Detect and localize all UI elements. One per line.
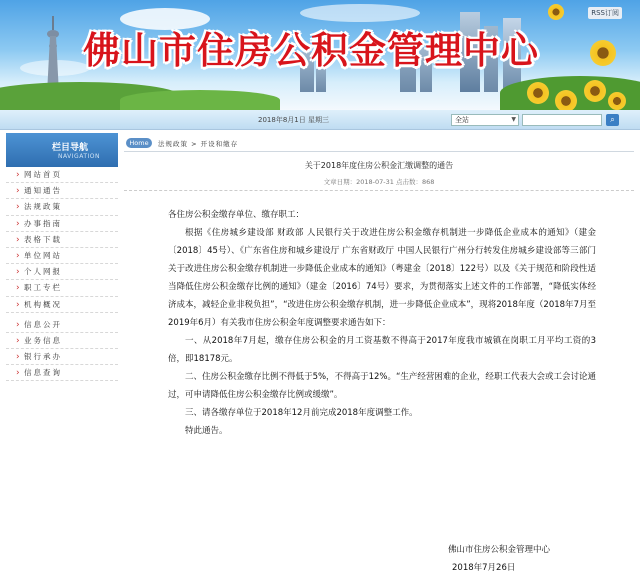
sidebar-item-disclosure[interactable]: › 信息公开	[6, 317, 118, 333]
sidebar-header	[6, 133, 118, 167]
article-sign-date: 2018年7月26日	[452, 563, 516, 573]
search-icon: ⌕	[610, 115, 615, 124]
article-closing: 特此通告。	[185, 426, 228, 436]
sidebar-item-banks[interactable]: › 银行承办	[6, 349, 118, 365]
sidebar-item-staff[interactable]: › 职工专栏	[6, 280, 118, 296]
article-title: 关于2018年度住房公积金汇缴调整的通告	[304, 161, 454, 170]
sunflower-icon	[548, 4, 564, 20]
article	[124, 160, 634, 191]
sidebar-item-business[interactable]: › 业务信息	[6, 333, 118, 349]
article-meta: 文章日期：2018-07-31 点击数：868	[323, 178, 435, 186]
info-strip	[0, 110, 640, 130]
breadcrumb-path[interactable]: 法规政策 > 开设和缴存	[158, 140, 239, 148]
sidebar-title: 栏目导航	[51, 143, 88, 153]
site-title: 佛山市住房公积金管理中心	[83, 29, 539, 72]
cloud-decoration	[120, 8, 210, 30]
sunflower-icon	[584, 80, 606, 102]
search-scope-value: 全站	[455, 116, 469, 124]
cloud-decoration	[300, 4, 420, 22]
sidebar-item-home[interactable]: › 网站首页	[6, 167, 118, 183]
sidebar-item-personal-online[interactable]: › 个人网报	[6, 264, 118, 280]
search-scope-select[interactable]	[451, 114, 519, 126]
header-banner	[0, 0, 640, 110]
article-item-3: 三、请各缴存单位于2018年12月前完成2018年度调整工作。	[185, 408, 418, 418]
trees-decoration	[120, 90, 280, 110]
sidebar-item-about[interactable]: › 机构概况	[6, 297, 118, 313]
sidebar-item-regulations[interactable]: › 法规政策	[6, 199, 118, 215]
search-button[interactable]	[606, 114, 619, 126]
article-salutation: 各住房公积金缴存单位、缴存职工：	[168, 210, 305, 220]
divider	[124, 190, 634, 191]
chevron-down-icon: ▼	[511, 116, 516, 123]
sidebar-item-guide[interactable]: › 办事指南	[6, 216, 118, 232]
sidebar-subtitle: NAVIGATION	[57, 153, 100, 160]
sunflower-icon	[555, 90, 577, 110]
sidebar-item-forms[interactable]: › 表格下载	[6, 232, 118, 248]
sunflower-icon	[527, 82, 549, 104]
breadcrumb	[124, 138, 634, 152]
sunflower-icon	[608, 92, 626, 110]
sidebar-item-notices[interactable]: › 通知通告	[6, 183, 118, 199]
sidebar-item-query[interactable]: › 信息查询	[6, 365, 118, 381]
rss-link[interactable]: RSS订阅	[588, 7, 622, 19]
article-item-2: 二、住房公积金缴存比例不得低于5%，不得高于12%。“生产经营困难的企业，经职工代表大会或工会讨论通过，可申请降低住房公积金缴存比例或缓缴”。	[168, 372, 596, 400]
breadcrumb-home-link[interactable]: Home	[126, 138, 152, 148]
article-body	[168, 206, 596, 440]
article-signature: 佛山市住房公积金管理中心	[448, 545, 551, 555]
sunflower-icon	[590, 40, 616, 66]
article-paragraph: 根据《住房城乡建设部 财政部 人民银行关于改进住房公积金缴存机制进一步降低企业成本的通知》（建金〔2018〕45号）、《广东省住房和城乡建设厅 广东省财政厅 中国人民银行广州分行转发住房城乡建设部等三部门关于改进住房公积金缴存机制进一步降低企业成本的通知》（粤建金〔2018〕122号）以及《关于规范和阶段性适当降低住房公积金缴存比例的通知》（建金〔2016〕74号）要求，为贯彻落实上述文件的工作部署，“降低实体经济成本，减轻企业非税负担”，“改进住房公积金缴存机制，进一步降低企业成本”，现将2018年度（2018年7月至2019年6月）有关我市住房公积金年度调整要求通告如下：	[168, 228, 596, 328]
sidebar-nav	[6, 133, 118, 381]
search-input[interactable]	[522, 114, 602, 126]
sidebar-item-unit-online[interactable]: › 单位网站	[6, 248, 118, 264]
article-item-1: 一、从2018年7月起，缴存住房公积金的月工资基数不得高于2017年度我市城镇在岗职工月平均工资的3倍，即18178元。	[168, 336, 596, 364]
current-date: 2018年8月1日 星期三	[258, 116, 329, 124]
